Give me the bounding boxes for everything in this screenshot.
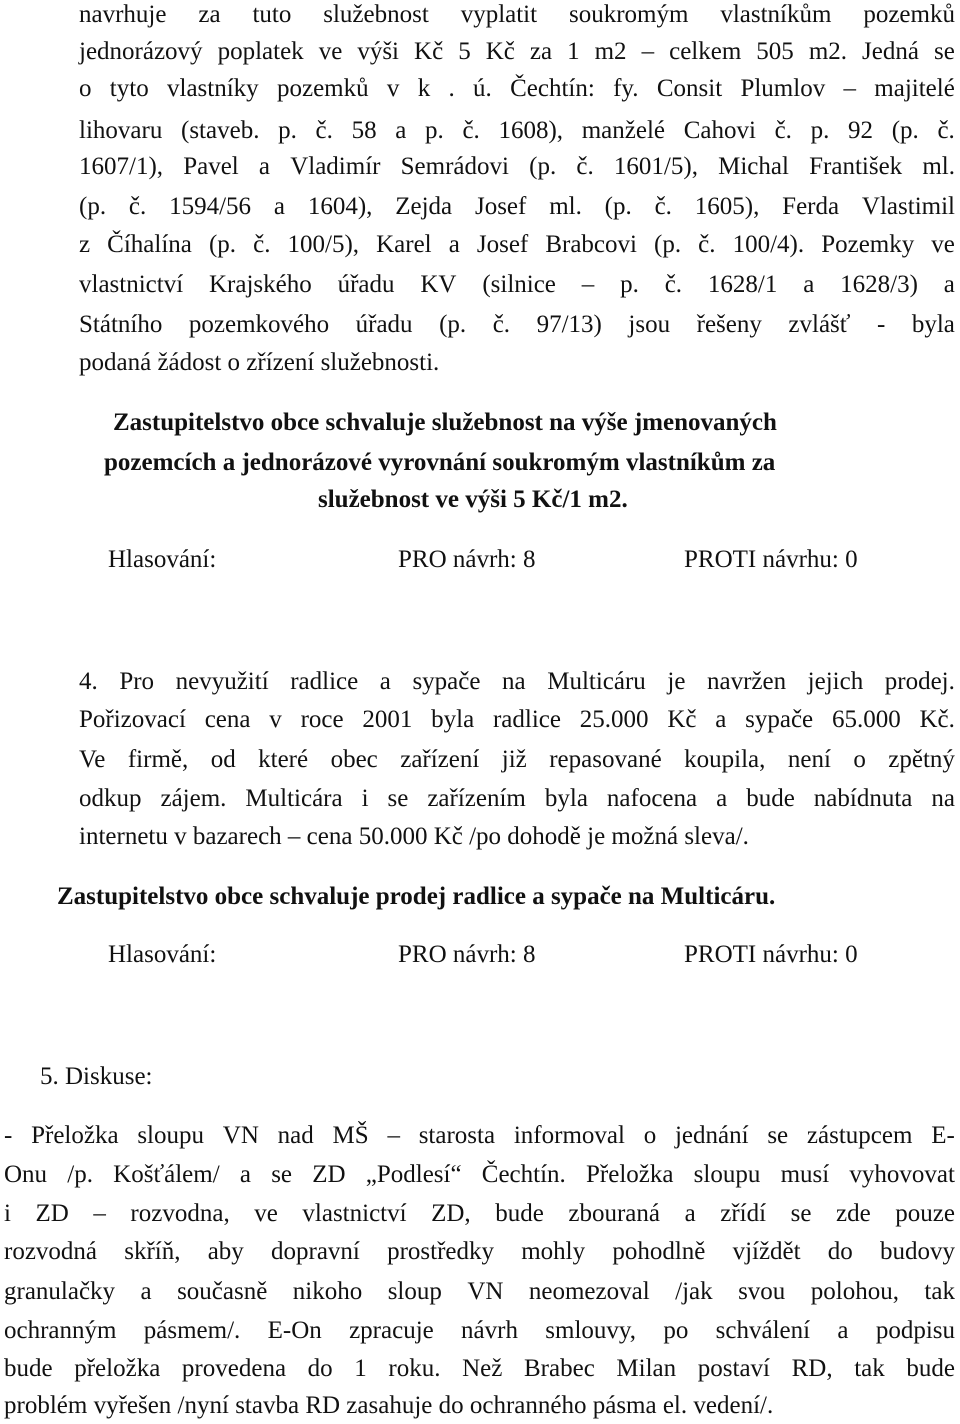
text-line: (p. č. 1594/56 a 1604), Zejda Josef ml. (p. č. 1605), Ferda Vlastimil: [79, 193, 955, 220]
text-line: o tyto vlastníky pozemků v k . ú. Čechtín: fy. Consit Plumlov – majitelé: [79, 75, 955, 102]
text-line: rozvodná skříň, aby dopravní prostředky mohly pohodlně vjíždět do budovy: [4, 1238, 955, 1265]
text-line: 4. Pro nevyužití radlice a sypače na Multicáru je navržen jejich prodej.: [79, 668, 955, 695]
text-line: ochranným pásmem/. E-On zpracuje návrh smlouvy, po schválení a podpisu: [4, 1317, 955, 1344]
text-line: 1607/1), Pavel a Vladimír Semrádovi (p. č. 1601/5), Michal František ml.: [79, 153, 955, 180]
text-line: podaná žádost o zřízení služebnosti.: [79, 349, 440, 376]
resolution-line: pozemcích a jednorázové vyrovnání soukromým vlastníkům za: [104, 449, 776, 476]
text-line: z Číhalína (p. č. 100/5), Karel a Josef Brabcovi (p. č. 100/4). Pozemky ve: [79, 231, 955, 258]
text-line: jednorázový poplatek ve výši Kč 5 Kč za 1 m2 – celkem 505 m2. Jedná se: [79, 38, 955, 65]
resolution-sale: Zastupitelstvo obce schvaluje prodej radlice a sypače na Multicáru.: [57, 883, 776, 910]
text-line: Ve firmě, od které obec zařízení již repasované koupila, není o zpětný: [79, 746, 955, 773]
text-line: Onu /p. Košťálem/ a se ZD „Podlesí“ Čechtín. Přeložka sloupu musí vyhovovat: [4, 1161, 955, 1188]
text-line: i ZD – rozvodna, ve vlastnictví ZD, bude zbouraná a zřídí se zde pouze: [4, 1200, 955, 1227]
text-line: vlastnictví Krajského úřadu KV (silnice – p. č. 1628/1 a 1628/3) a: [79, 271, 955, 298]
resolution-line: Zastupitelstvo obce schvaluje služebnost na výše jmenovaných: [113, 409, 777, 436]
text-line: granulačky a současně nikoho sloup VN neomezoval /jak svou polohou, tak: [4, 1278, 955, 1305]
text-line: bude přeložka provedena do 1 roku. Než Brabec Milan postaví RD, tak bude: [4, 1355, 955, 1382]
text-line: problém vyřešen /nyní stavba RD zasahuje do ochranného pásma el. vedení/.: [4, 1392, 774, 1419]
section-heading: 5. Diskuse:: [40, 1063, 153, 1090]
text-line: Státního pozemkového úřadu (p. č. 97/13) jsou řešeny zvlášť - byla: [79, 311, 955, 338]
text-line: internetu v bazarech – cena 50.000 Kč /po dohodě je možná sleva/.: [79, 823, 749, 850]
vote-proti: PROTI návrhu: 0: [684, 941, 858, 968]
resolution-line: služebnost ve výši 5 Kč/1 m2.: [318, 486, 628, 513]
vote-label: Hlasování:: [108, 546, 217, 573]
text-line: navrhuje za tuto služebnost vyplatit soukromým vlastníkům pozemků: [79, 1, 955, 28]
text-line: odkup zájem. Multicára i se zařízením byla nafocena a bude nabídnuta na: [79, 785, 955, 812]
vote-pro: PRO návrh: 8: [398, 941, 536, 968]
vote-label: Hlasování:: [108, 941, 217, 968]
vote-pro: PRO návrh: 8: [398, 546, 536, 573]
vote-proti: PROTI návrhu: 0: [684, 546, 858, 573]
text-line: - Přeložka sloupu VN nad MŠ – starosta informoval o jednání se zástupcem E-: [4, 1122, 955, 1149]
text-line: Pořizovací cena v roce 2001 byla radlice 25.000 Kč a sypače 65.000 Kč.: [79, 706, 955, 733]
text-line: lihovaru (staveb. p. č. 58 a p. č. 1608), manželé Cahovi č. p. 92 (p. č.: [79, 117, 955, 144]
